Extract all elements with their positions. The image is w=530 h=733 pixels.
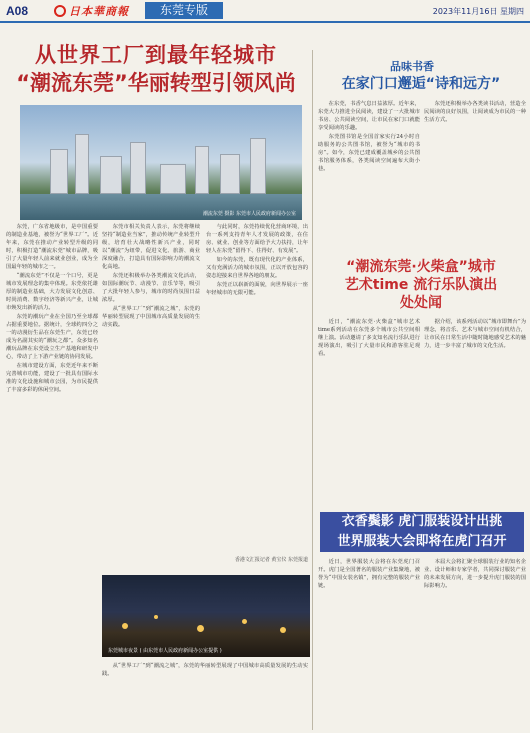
paragraph: 东莞，广东省地级市，是中国重要的制造业基地，被誉为“世界工厂”。近年来，东莞在推动产业转型升级的同时，积极打造“潮流东莞”城市品牌，吸引了大量年轻人前来就业创业，成为全国最年轻的城市之一。 [6, 224, 98, 270]
lead-column-2 [102, 223, 200, 571]
paragraph: 在东莞，书香气息日益浓厚。近年来，东莞大力推进全民阅读，建设了一大批城市书房、公共阅读空间，让市民在家门口就能享受阅读的乐趣。 [318, 101, 420, 131]
building [130, 142, 146, 194]
building [195, 146, 209, 194]
building [250, 138, 266, 194]
paragraph: 近日，“潮流东莞·火柴盒”城市艺术time系列活动在东莞多个城市公共空间相继上演。活动邀请了多支知名流行乐队进行现场演出，吸引了大量市民和游客驻足观看。 [318, 319, 420, 357]
light [242, 619, 247, 624]
top-rule [0, 21, 530, 23]
section-tag: 东莞专版 [145, 2, 223, 19]
paragraph: 据介绍，该系列活动以“城市即舞台”为理念，将音乐、艺术与城市空间有机结合，让市民在日常生活中随时随地感受艺术的魅力，进一步丰富了城市的文化生活。 [424, 319, 526, 349]
building [160, 164, 186, 194]
building [220, 154, 240, 194]
lead-subtitle: “潮流东莞”华丽转型引领风尚 [16, 71, 296, 95]
photo-caption: 潮流东莞 摄影 东莞市人民政府新闻办公室 [202, 211, 296, 217]
reading-column-2 [424, 100, 526, 250]
lead-byline: 香港文汇报记者 黄宝仪 东莞报道 [234, 557, 308, 563]
paragraph: 与此同时，东莞持续优化营商环境，出台一系列支持青年人才发展的政策，在住房、就业、创业等方面给予大力扶持，让年轻人在东莞“留得下、住得好、有发展”。 [206, 224, 308, 254]
paper-name: 日本華商報 [69, 5, 129, 18]
paragraph: 东莞还积极举办各类潮流文化活动，如国际潮玩节、动漫节、音乐节等，吸引了大批年轻人参与，城市的时尚氛围日益浓厚。 [102, 273, 200, 303]
photo-caption: 东莞城市夜景 ( 由东莞市人民政府新闻办公室提供 ) [108, 648, 222, 654]
paragraph: “潮流东莞”不仅是一个口号，更是城市发展理念的集中体现。东莞依托雄厚的制造业基础，大力发展文化创意、时尚消费、数字经济等新兴产业，让城市焕发出新的活力。 [6, 273, 98, 311]
paragraph: 近日，世界服装大会将在东莞虎门召开。虎门是全国著名的服装产业集聚地，被誉为“中国女装名镇”，拥有完整的服装产业链。 [318, 559, 420, 589]
paragraph: 东莞的潮玩产业在全国乃至全球都占据重要地位。据统计，全球约四分之一的动漫衍生品在东莞生产，东莞已经成为名副其实的“潮玩之都”。众多知名潮玩品牌在东莞设立生产基地和研发中心，带动了上下游产业链的协同发展。 [6, 314, 98, 360]
paragraph: 东莞市相关负责人表示，东莞将继续坚持“制造业当家”，推动传统产业转型升级，培育壮大战略性新兴产业，同时以“潮流”为纽带，促进文化、旅游、商业深度融合，打造具有国际影响力的潮流文化高地。 [102, 224, 200, 270]
issue-date: 2023年11月16日 星期四 [432, 7, 524, 16]
light [197, 625, 204, 632]
music-column-1 [318, 318, 420, 508]
sun-icon [54, 5, 66, 17]
banner-line-2: 世界服装大会即将在虎门召开 [337, 534, 507, 549]
paragraph: 如今的东莞，既有现代化的产业体系，又有充满活力的城市氛围，正以开放包容的姿态迎接来自世界各地的朋友。 [206, 257, 308, 279]
light [280, 627, 286, 633]
reading-title: 在家门口邂逅“诗和远方” [341, 76, 501, 92]
light [122, 623, 128, 629]
fashion-column-1 [318, 558, 420, 728]
night-cityscape-photo [102, 575, 310, 657]
paragraph: 东莞正以崭新的面貌，向世界展示一座年轻城市的无限可能。 [206, 282, 308, 296]
building [50, 149, 68, 194]
music-column-2 [424, 318, 526, 508]
paragraph: 从“世界工厂”到“潮流之城”，东莞的华丽转型展现了中国城市高质量发展的生动实践。 [102, 306, 200, 328]
reading-column-1 [318, 100, 420, 250]
paragraph: 本届大会将汇聚全球服装行业的知名企业、设计师和专家学者，共同探讨服装产业的未来发展方向，进一步提升虎门服装的国际影响力。 [424, 559, 526, 589]
paper-logo [50, 3, 133, 19]
lead-column-continued [102, 662, 308, 728]
column-divider [312, 50, 313, 730]
building [100, 156, 122, 194]
city-skyline-photo [20, 105, 302, 220]
building [75, 134, 89, 194]
lead-column-1 [6, 223, 98, 653]
music-title-line3: 处处闻 [400, 295, 442, 311]
paragraph: 从“世界工厂”到“潮流之城”，东莞的华丽转型展现了中国城市高质量发展的生动实践。 [102, 663, 308, 677]
fashion-banner [320, 512, 524, 552]
music-title-line2: 艺术time 流行乐队演出 [344, 277, 498, 293]
page-number: A08 [6, 4, 29, 18]
paragraph: 东莞图书馆是全国首家实行24小时自助服务的公共图书馆，被誉为“城市的书房”。如今，东莞已建成覆盖城乡的公共图书馆服务体系，各类阅读空间遍布大街小巷。 [318, 134, 420, 172]
lead-column-3 [206, 223, 308, 553]
paragraph: 东莞还积极举办各类读书活动，营造全民阅读的良好氛围，让阅读成为市民的一种生活方式。 [424, 101, 526, 123]
paragraph: 在城市建设方面，东莞近年来不断完善城市功能，建设了一批具有国际水准的文化设施和城市公园，为市民提供了丰富多彩的休闲空间。 [6, 363, 98, 393]
music-title-line1: “潮流东莞·火柴盒”城市 [346, 259, 496, 275]
light [154, 615, 158, 619]
section-kicker: 品味书香 [390, 60, 434, 73]
fashion-column-2 [424, 558, 526, 728]
lead-title: 从世界工厂到最年轻城市 [35, 43, 277, 67]
banner-line-1: 衣香鬓影 虎门服装设计出挑 [341, 514, 503, 529]
